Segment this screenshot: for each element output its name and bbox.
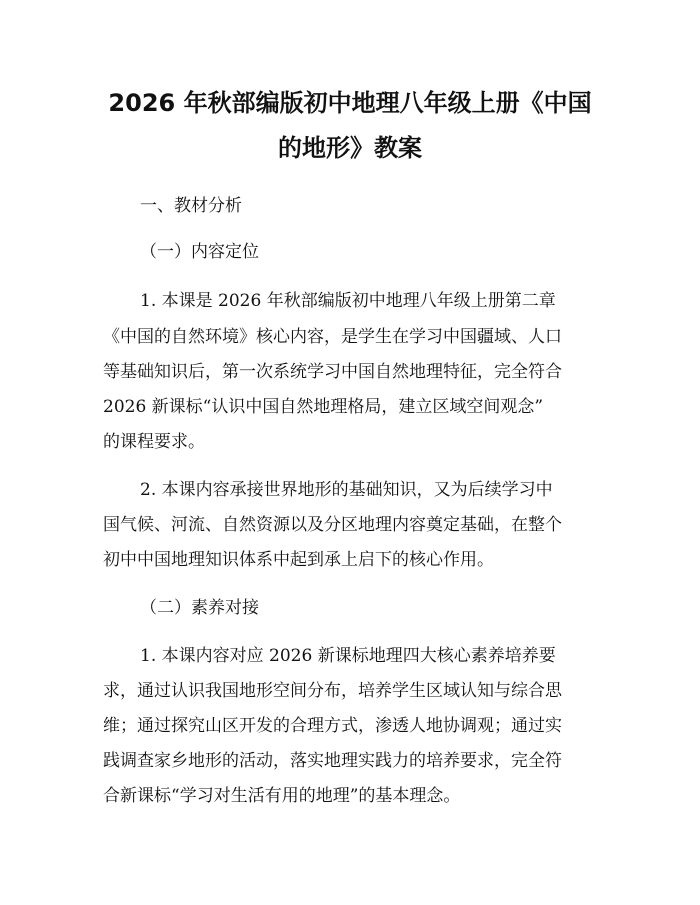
paragraph-3-line-3: 维；通过探究山区开发的合理方式，渗透人地协调观；通过实 xyxy=(103,716,562,736)
paragraph-3-line-4: 践调查家乡地形的活动，落实地理实践力的培养要求，完全符 xyxy=(103,751,562,771)
paragraph-3-line-5: 合新课标“学习对生活有用的地理”的基本理念。 xyxy=(103,786,461,806)
document-title-line-2: 的地形》教案 xyxy=(278,134,422,162)
paragraph-2-line-1: 2. 本课内容承接世界地形的基础知识，又为后续学习中 xyxy=(140,480,553,500)
document-title-line-1: 2026 年秋部编版初中地理八年级上册《中国 xyxy=(108,89,592,117)
paragraph-1-line-2: 《中国的自然环境》核心内容，是学生在学习中国疆域、人口 xyxy=(103,327,562,347)
paragraph-1-line-4: 2026 新课标“认识中国自然地理格局，建立区域空间观念” xyxy=(103,397,544,417)
paragraph-2-line-3: 初中中国地理知识体系中起到承上启下的核心作用。 xyxy=(103,550,494,570)
paragraph-3-line-2: 求，通过认识我国地形空间分布，培养学生区域认知与综合思 xyxy=(103,681,562,701)
section-heading-textbook-analysis: 一、教材分析 xyxy=(140,196,242,216)
paragraph-1-line-1: 1. 本课是 2026 年秋部编版初中地理八年级上册第二章 xyxy=(140,291,556,311)
paragraph-3-line-1: 1. 本课内容对应 2026 新课标地理四大核心素养培养要 xyxy=(140,646,556,666)
paragraph-1-line-5: 的课程要求。 xyxy=(103,432,205,452)
subsection-heading-content-positioning: （一）内容定位 xyxy=(140,242,259,262)
paragraph-2-line-2: 国气候、河流、自然资源以及分区地理内容奠定基础，在整个 xyxy=(103,515,562,535)
paragraph-1-line-3: 等基础知识后，第一次系统学习中国自然地理特征，完全符合 xyxy=(103,362,562,382)
subsection-heading-literacy-alignment: （二）素养对接 xyxy=(140,598,259,618)
